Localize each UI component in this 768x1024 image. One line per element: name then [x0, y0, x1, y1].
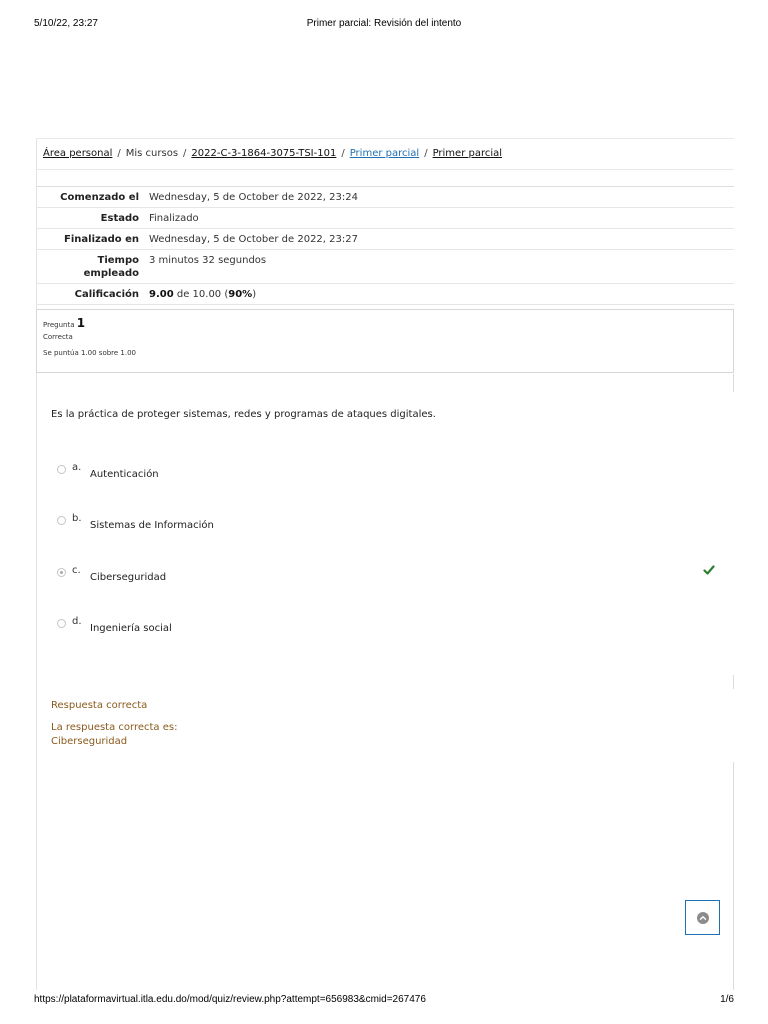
option-text: Autenticación — [90, 469, 159, 480]
question-status: Correcta — [43, 333, 73, 341]
grade-percent: 90% — [228, 289, 253, 300]
option-letter: a. — [72, 462, 82, 473]
content-frame-right-border — [733, 762, 734, 990]
summary-row-time — [36, 250, 734, 284]
grade-text-end: ) — [252, 289, 257, 300]
content-frame-right-border — [733, 675, 734, 689]
right-answer-value: Ciberseguridad — [51, 736, 128, 747]
breadcrumb-separator: / — [424, 148, 428, 159]
option-letter: b. — [72, 513, 82, 524]
right-answer-label: La respuesta correcta es: — [51, 722, 178, 733]
question-number-value: 1 — [76, 316, 86, 330]
print-url: https://plataformavirtual.itla.edu.do/mod/quiz/review.php?attempt=656983&cmid=267476 — [34, 994, 426, 1005]
check-icon — [703, 564, 715, 576]
question-info-box — [36, 309, 734, 373]
summary-row-started — [36, 187, 734, 208]
option-letter: c. — [72, 565, 81, 576]
breadcrumb-separator: / — [341, 148, 345, 159]
option-text: Sistemas de Información — [90, 520, 214, 531]
print-page-number: 1/6 — [720, 994, 734, 1005]
summary-label: Calificación — [74, 289, 139, 300]
question-grade: Se puntúa 1.00 sobre 1.00 — [43, 349, 137, 357]
option-text: Ciberseguridad — [90, 572, 167, 583]
breadcrumb-area-personal[interactable]: Área personal — [43, 148, 113, 159]
summary-value: Wednesday, 5 de October de 2022, 23:27 — [149, 234, 358, 245]
summary-value: Wednesday, 5 de October de 2022, 23:24 — [149, 192, 358, 203]
back-to-top-button[interactable] — [685, 900, 720, 935]
radio-button[interactable] — [57, 465, 66, 474]
breadcrumb-course[interactable]: 2022-C-3-1864-3075-TSI-101 — [191, 148, 337, 159]
radio-button[interactable] — [57, 619, 66, 628]
summary-label: Comenzado el — [60, 192, 139, 203]
arrow-up-icon — [699, 914, 707, 922]
option-text: Ingeniería social — [90, 623, 172, 634]
breadcrumb-separator: / — [183, 148, 187, 159]
summary-value: 3 minutos 32 segundos — [149, 255, 267, 266]
print-page-title: Primer parcial: Revisión del intento — [306, 18, 462, 29]
question-label: Pregunta — [43, 321, 75, 329]
summary-row-grade — [36, 284, 734, 305]
question-text: Es la práctica de proteger sistemas, redes y programas de ataques digitales. — [51, 409, 436, 420]
breadcrumb — [36, 138, 734, 170]
summary-value: Finalizado — [149, 213, 199, 224]
radio-button-selected[interactable] — [57, 568, 66, 577]
print-date: 5/10/22, 23:27 — [34, 18, 98, 29]
summary-label: Estado — [100, 213, 139, 224]
grade-score: 9.00 — [149, 289, 174, 300]
breadcrumb-section[interactable]: Primer parcial — [349, 148, 420, 159]
grade-text: de 10.00 ( — [173, 289, 229, 300]
summary-label-line: empleado — [83, 268, 139, 279]
print-header — [34, 18, 734, 32]
content-frame-right-border — [733, 374, 734, 392]
feedback-correct: Respuesta correcta — [51, 700, 148, 711]
question-number — [43, 317, 733, 331]
summary-label — [36, 250, 139, 283]
summary-label: Finalizado en — [64, 234, 139, 245]
print-footer — [34, 994, 734, 1008]
summary-value — [139, 284, 256, 304]
summary-row-state — [36, 208, 734, 229]
summary-row-finished — [36, 229, 734, 250]
breadcrumb-separator: / — [117, 148, 121, 159]
breadcrumb-quiz[interactable]: Primer parcial — [432, 148, 503, 159]
summary-label-line: Tiempo — [97, 255, 139, 266]
option-letter: d. — [72, 616, 82, 627]
attempt-summary-table — [36, 186, 734, 305]
right-answer-block — [51, 721, 177, 749]
breadcrumb-mis-cursos: Mis cursos — [125, 148, 179, 159]
radio-button[interactable] — [57, 516, 66, 525]
